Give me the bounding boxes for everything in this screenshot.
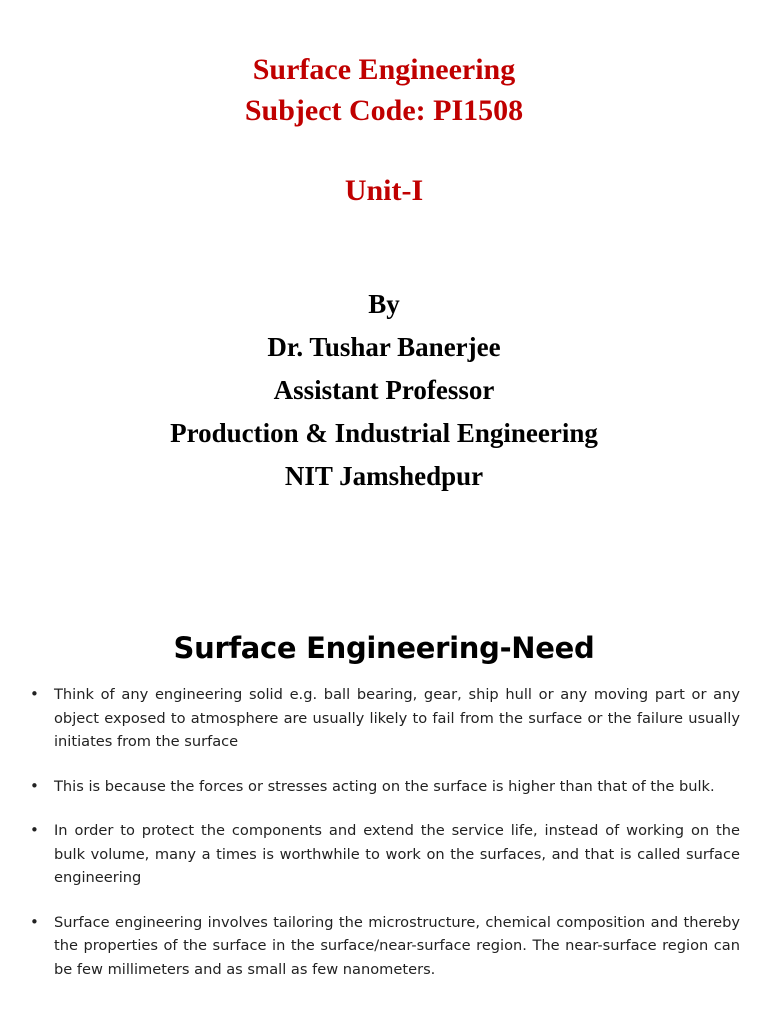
bullet-text: Think of any engineering solid e.g. ball bearing, gear, ship hull or any moving part or any object exposed to atmosphere are usually likely to fail from the surface or the failure usually initiates from the surface: [54, 686, 740, 750]
author-designation: Assistant Professor: [273, 375, 495, 405]
author-department: Production & Industrial Engineering: [170, 418, 598, 448]
bullet-list: [30, 683, 740, 981]
bullet-text: This is because the forces or stresses acting on the surface is higher than that of the bulk.: [54, 777, 715, 795]
list-item: [30, 683, 740, 754]
bullet-text: Surface engineering involves tailoring the microstructure, chemical composition and thereby the properties of the surface in the surface/near-surface region. The near-surface region can be few millimeters and as small as few nanometers.: [54, 913, 740, 978]
author-name: Dr. Tushar Banerjee: [267, 332, 501, 362]
course-title: Surface Engineering: [252, 53, 516, 86]
subject-code: Subject Code: PI1508: [244, 94, 524, 127]
author-institute: NIT Jamshedpur: [284, 461, 484, 491]
bullet-icon: •: [30, 776, 39, 795]
list-item: [30, 775, 740, 799]
bullet-icon: •: [30, 821, 39, 839]
list-item: [30, 911, 740, 982]
slide-heading: Surface Engineering-Need: [173, 631, 595, 665]
bullet-text: In order to protect the components and extend the service life, instead of working on the bulk volume, many a times is worthwhile to work on the surfaces, and that is called surface engineering: [54, 822, 740, 886]
list-item: [30, 819, 740, 890]
by-label: By: [368, 289, 400, 319]
unit-label: Unit-I: [344, 174, 424, 207]
bullet-icon: •: [30, 685, 39, 703]
bullet-icon: •: [30, 912, 39, 931]
